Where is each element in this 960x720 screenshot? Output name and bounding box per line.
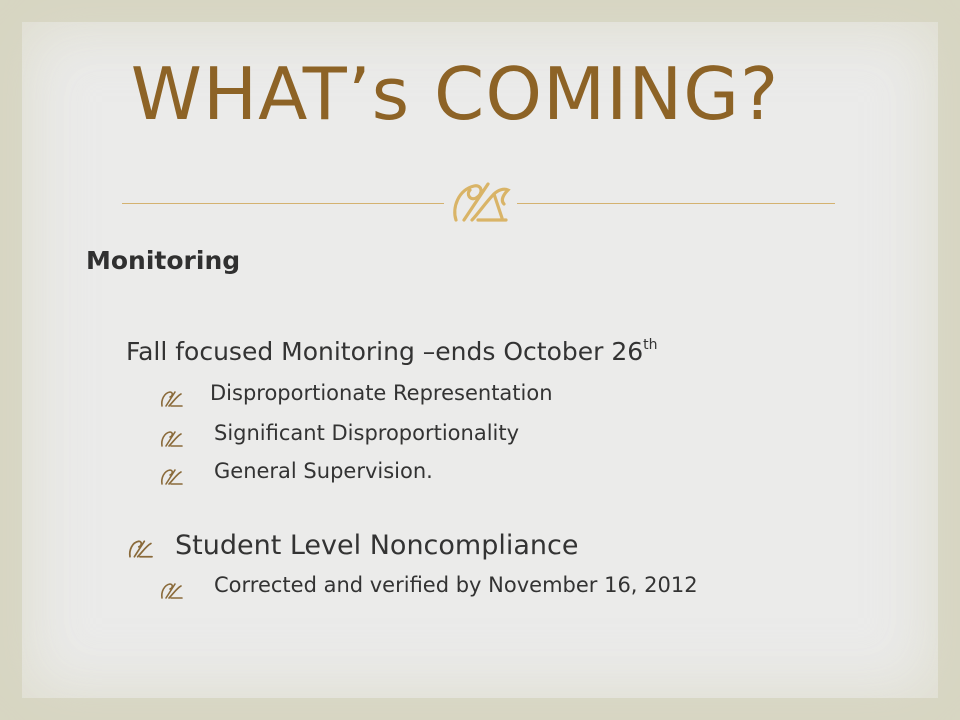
list-item-student-level-noncompliance: Student Level Noncompliance [175,530,579,561]
curl-bullet-icon [160,581,184,601]
curl-bullet-icon [160,389,184,409]
intro-superscript: th [643,337,658,353]
curl-bullet-icon [160,429,184,449]
intro-line [126,337,658,366]
curl-bullet-icon [127,538,155,560]
flourish-ornament-icon [448,180,514,226]
list-item-general-supervision: General Supervision. [214,459,433,483]
curl-bullet-icon [160,467,184,487]
divider-line-right [517,203,835,204]
divider-line-left [122,203,444,204]
slide-title: WHAT’s COMING? [130,52,780,136]
list-item-corrected-and-verified: Corrected and verified by November 16, 2012 [214,573,698,597]
list-item-significant-disproportionality: Significant Disproportionality [214,421,520,445]
section-heading: Monitoring [86,246,241,275]
list-item-disproportionate-representation: Disproportionate Representation [210,381,553,405]
intro-text: Fall focused Monitoring –ends October 26 [126,337,644,366]
